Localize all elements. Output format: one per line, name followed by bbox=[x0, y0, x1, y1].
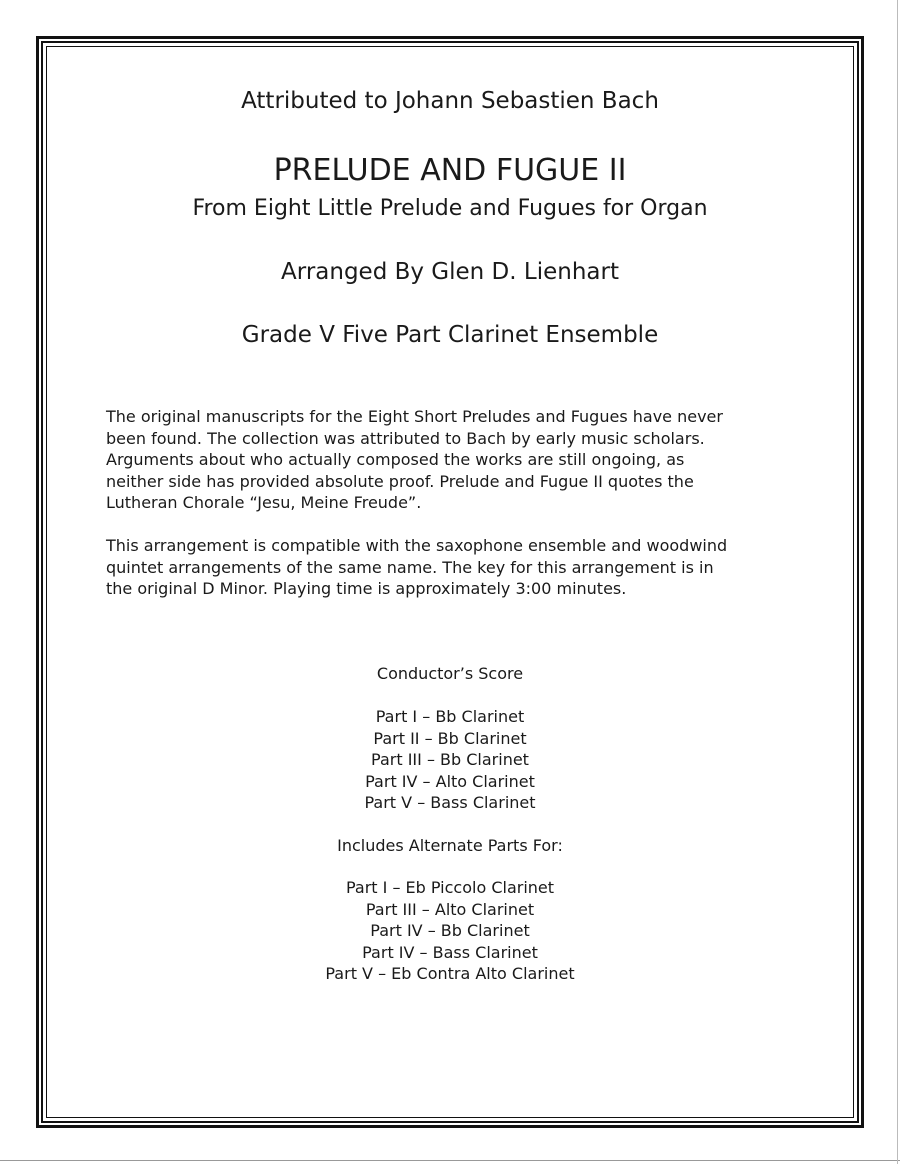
paragraph-line: Lutheran Chorale “Jesu, Meine Freude”. bbox=[106, 493, 422, 512]
history-paragraph bbox=[106, 406, 806, 514]
paragraph-line: quintet arrangements of the same name. The key for this arrangement is in bbox=[106, 557, 714, 577]
page-title: PRELUDE AND FUGUE II bbox=[273, 153, 627, 188]
page-edge-bottom bbox=[0, 1160, 900, 1161]
alternate-part-item: Part IV – Bass Clarinet bbox=[362, 942, 538, 962]
part-item: Part V – Bass Clarinet bbox=[364, 793, 536, 812]
grade-ensemble: Grade V Five Part Clarinet Ensemble bbox=[241, 322, 659, 348]
alternate-parts-list bbox=[0, 877, 900, 985]
parts-list bbox=[0, 706, 900, 814]
subtitle: From Eight Little Prelude and Fugues for Organ bbox=[192, 196, 708, 221]
part-item: Part II – Bb Clarinet bbox=[373, 728, 527, 748]
paragraph-line: This arrangement is compatible with the saxophone ensemble and woodwind bbox=[106, 536, 728, 555]
alternate-parts-heading bbox=[0, 835, 900, 857]
arranger: Arranged By Glen D. Lienhart bbox=[281, 259, 619, 285]
paragraph-line: the original D Minor. Playing time is approximately 3:00 minutes. bbox=[106, 579, 627, 598]
alternate-part-item: Part I – Eb Piccolo Clarinet bbox=[345, 878, 555, 897]
alternate-heading-label: Includes Alternate Parts For: bbox=[337, 836, 563, 855]
paragraph-line: Arguments about who actually composed the works are still ongoing, as bbox=[106, 450, 685, 469]
conductor-score-label: Conductor’s Score bbox=[376, 664, 524, 683]
part-item: Part IV – Alto Clarinet bbox=[365, 771, 535, 791]
alternate-part-item: Part IV – Bb Clarinet bbox=[370, 921, 530, 940]
part-item: Part I – Bb Clarinet bbox=[375, 707, 525, 726]
alternate-part-item: Part III – Alto Clarinet bbox=[365, 899, 535, 919]
part-item: Part III – Bb Clarinet bbox=[371, 750, 529, 769]
arrangement-paragraph bbox=[106, 535, 806, 600]
alternate-part-item: Part V – Eb Contra Alto Clarinet bbox=[325, 964, 575, 983]
paragraph-line: The original manuscripts for the Eight Short Preludes and Fugues have never bbox=[106, 407, 723, 426]
paragraph-line: been found. The collection was attributed to Bach by early music scholars. bbox=[106, 428, 705, 448]
paragraph-line: neither side has provided absolute proof. Prelude and Fugue II quotes the bbox=[106, 471, 694, 491]
conductor-score bbox=[0, 663, 900, 685]
attribution: Attributed to Johann Sebastien Bach bbox=[241, 88, 659, 114]
